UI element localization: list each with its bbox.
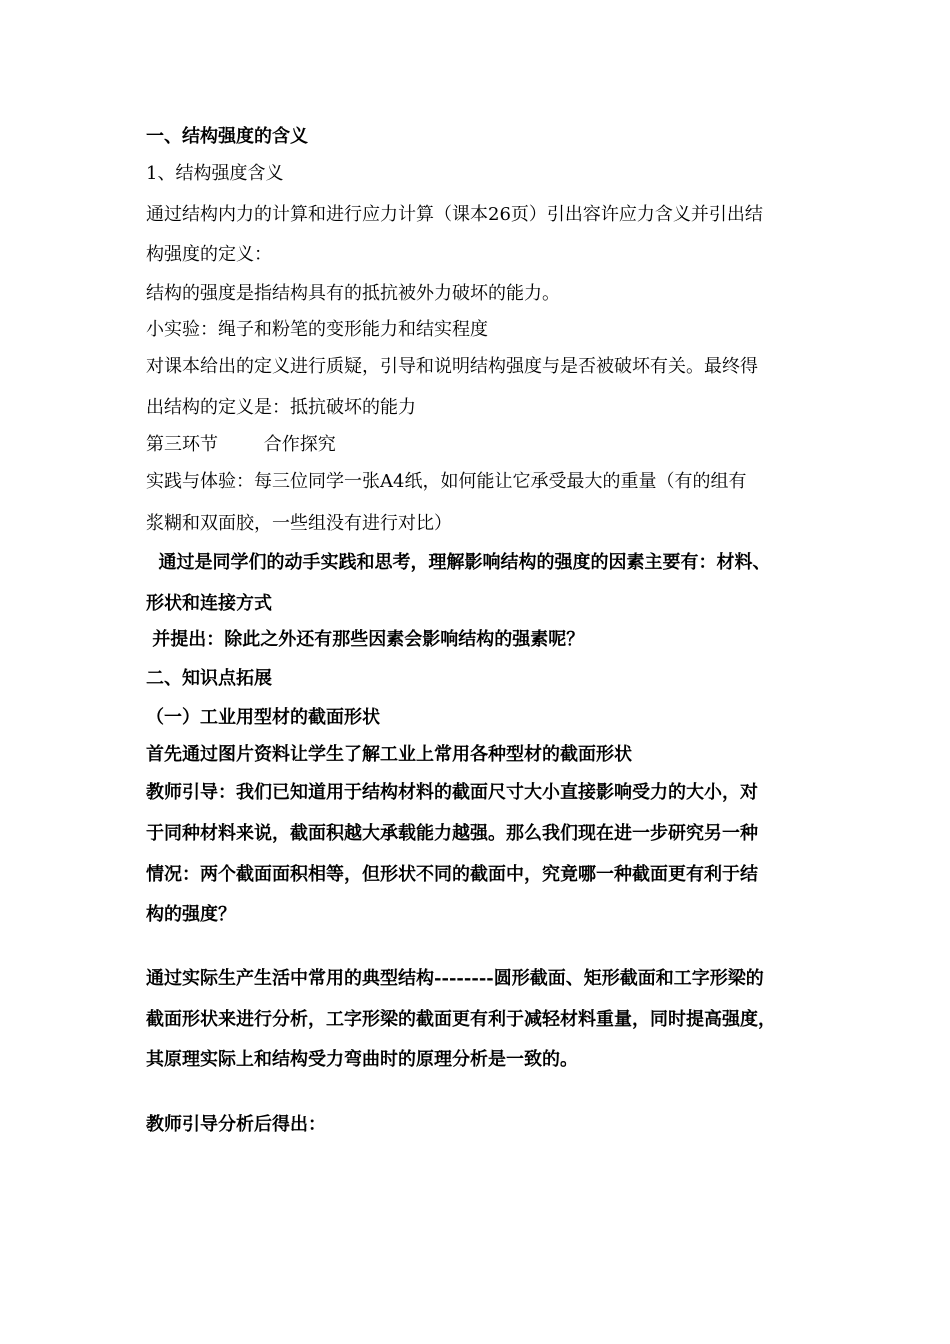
paragraph-line-bold: 通过是同学们的动手实践和思考，理解影响结构的强度的因素主要有：材料、 (146, 552, 771, 573)
paragraph-line-bold: 通过实际生产生活中常用的典型结构--------圆形截面、矩形截面和工字形梁的 (146, 968, 764, 989)
subheading-section-shape: （一）工业用型材的截面形状 (146, 707, 380, 728)
paragraph-line: 浆糊和双面胶，一些组没有进行对比） (146, 513, 452, 534)
paragraph-line-bold: 截面形状来进行分析，工字形梁的截面更有利于减轻材料重量，同时提高强度， (146, 1009, 776, 1030)
paragraph-line: 小实验：绳子和粉笔的变形能力和结实程度 (146, 319, 488, 340)
paragraph-line-bold: 构的强度？ (146, 904, 236, 925)
paragraph-line-bold: 其原理实际上和结构受力弯曲时的原理分析是一致的。 (146, 1049, 578, 1070)
heading-structure-strength-meaning: 一、结构强度的含义 (146, 126, 308, 147)
paragraph-line-bold: 于同种材料来说，截面积越大承载能力越强。那么我们现在进一步研究另一种 (146, 823, 758, 844)
paragraph-line-bold: 形状和连接方式 (146, 593, 272, 614)
paragraph-line: 实践与体验：每三位同学一张A4纸，如何能让它承受最大的重量（有的组有 (146, 471, 747, 492)
paragraph-line: 结构的强度是指结构具有的抵抗被外力破坏的能力。 (146, 283, 560, 304)
paragraph-line-bold: 首先通过图片资料让学生了解工业上常用各种型材的截面形状 (146, 744, 632, 765)
subheading-strength-meaning: 1、结构强度含义 (146, 163, 284, 184)
paragraph-line-bold: 教师引导：我们已知道用于结构材料的截面尺寸大小直接影响受力的大小，对 (146, 782, 758, 803)
paragraph-line: 对课本给出的定义进行质疑，引导和说明结构强度与是否被破坏有关。最终得 (146, 356, 758, 377)
paragraph-line: 构强度的定义： (146, 244, 272, 265)
paragraph-line: 出结构的定义是：抵抗破坏的能力 (146, 397, 416, 418)
heading-knowledge-extension: 二、知识点拓展 (146, 668, 272, 689)
paragraph-line: 通过结构内力的计算和进行应力计算（课本26页）引出容许应力含义并引出结 (146, 204, 763, 225)
paragraph-line-bold: 情况：两个截面面积相等，但形状不同的截面中，究竟哪一种截面更有利于结 (146, 864, 758, 885)
paragraph-line-bold: 并提出：除此之外还有那些因素会影响结构的强素呢？ (146, 629, 585, 650)
paragraph-line-bold: 教师引导分析后得出： (146, 1114, 326, 1135)
section-heading-third-stage: 第三环节 合作探究 (146, 434, 336, 455)
